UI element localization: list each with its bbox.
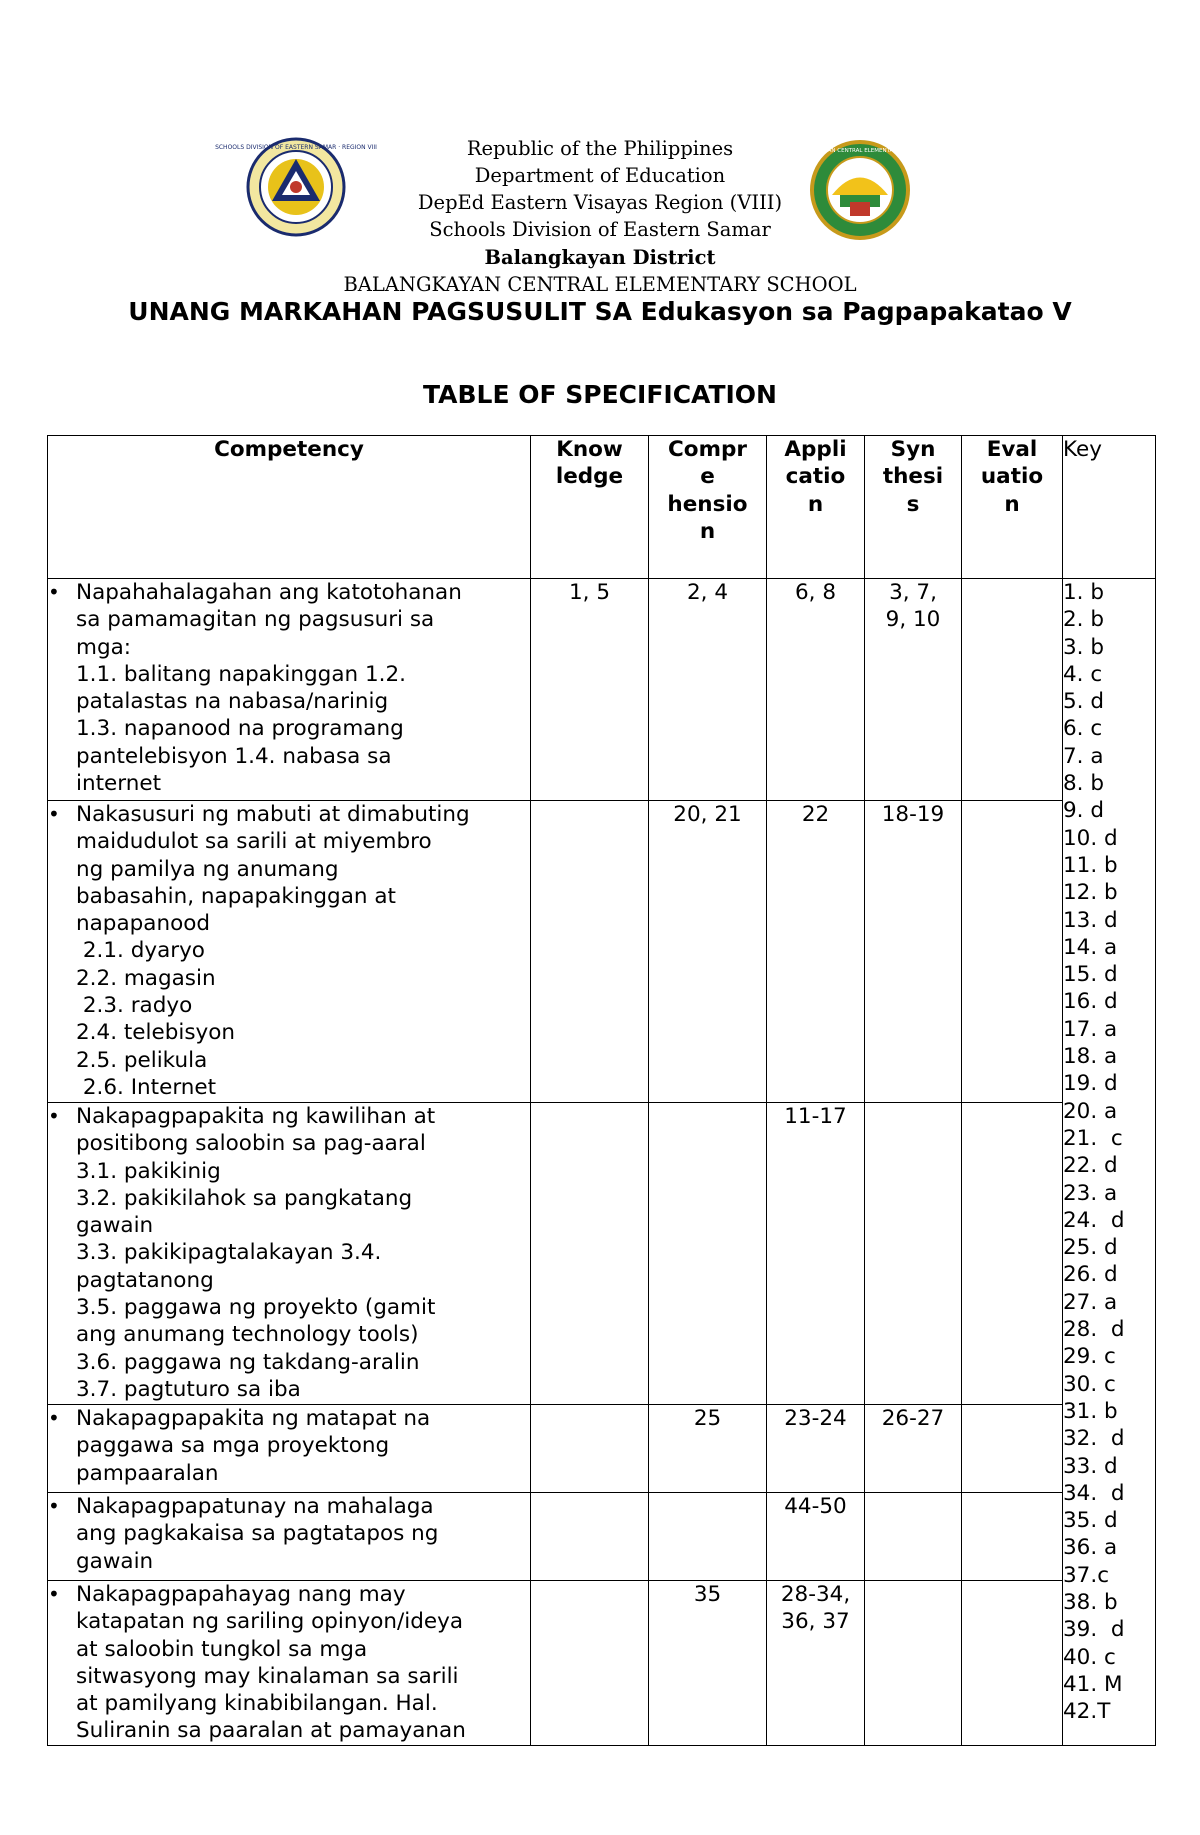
answer-key-item: 4. c bbox=[1063, 661, 1103, 687]
competency-line bbox=[48, 1321, 530, 1348]
competency-line bbox=[48, 1267, 530, 1294]
evaluation-cell bbox=[962, 1493, 1063, 1581]
table-row bbox=[48, 1405, 1156, 1493]
competency-line bbox=[48, 1663, 530, 1690]
evaluation-cell bbox=[962, 1581, 1063, 1746]
tos-title: TABLE OF SPECIFICATION bbox=[423, 380, 777, 409]
answer-key-item: 35. d bbox=[1063, 1508, 1118, 1534]
competency-line bbox=[48, 1581, 530, 1608]
competency-text: Nakapagpapakita ng kawilihan at bbox=[76, 1104, 436, 1129]
competency-line bbox=[48, 743, 530, 770]
competency-text: internet bbox=[76, 771, 162, 797]
competency-text: ang pagkakaisa sa pagtatapos ng bbox=[76, 1521, 439, 1547]
bullet-icon bbox=[48, 1074, 76, 1101]
answer-key-item: 29. c bbox=[1063, 1344, 1116, 1370]
header-knowledge bbox=[531, 436, 649, 579]
competency-cell bbox=[48, 1405, 531, 1493]
competency-text: sitwasyong may kinalaman sa sarili bbox=[76, 1663, 459, 1689]
header-district: Balangkayan District bbox=[484, 246, 716, 269]
school-seal-text: BALANGKAYAN CENTRAL ELEMENTARY SCHOOL bbox=[794, 148, 926, 154]
header-department: Department of Education bbox=[474, 164, 726, 187]
header-comprehension-4: n bbox=[699, 518, 716, 544]
table-row bbox=[48, 1103, 1156, 1405]
synthesis-cell bbox=[865, 1103, 962, 1405]
answer-key-item: 25. d bbox=[1063, 1235, 1118, 1261]
answer-key-item: 34. d bbox=[1063, 1480, 1125, 1506]
answer-key-item: 8. b bbox=[1063, 771, 1104, 797]
application-value: 22 bbox=[801, 802, 830, 827]
competency-line bbox=[48, 1294, 530, 1321]
competency-line bbox=[48, 1019, 530, 1046]
competency-line bbox=[48, 634, 530, 661]
comprehension-value: 35 bbox=[693, 1582, 722, 1607]
bullet-icon bbox=[48, 1520, 76, 1547]
bullet-icon bbox=[48, 770, 76, 797]
header-evaluation-1: Eval bbox=[986, 437, 1038, 462]
competency-text: 2.3. radyo bbox=[76, 993, 193, 1019]
competency-line bbox=[48, 1636, 530, 1663]
answer-key-item: 13. d bbox=[1063, 907, 1118, 933]
synthesis-cell bbox=[865, 1405, 962, 1493]
answer-key-item: 28. d bbox=[1063, 1317, 1125, 1343]
bullet-icon bbox=[48, 1717, 76, 1744]
bullet-icon bbox=[48, 1636, 76, 1663]
bullet-icon bbox=[48, 1376, 76, 1403]
header-knowledge-1: Know bbox=[556, 437, 623, 462]
competency-text: paggawa sa mga proyektong bbox=[76, 1433, 390, 1459]
answer-key-item: 15. d bbox=[1063, 962, 1118, 988]
competency-cell bbox=[48, 1493, 531, 1581]
evaluation-cell bbox=[962, 579, 1063, 801]
answer-key-item: 27. a bbox=[1063, 1289, 1118, 1315]
competency-text: 2.1. dyaryo bbox=[76, 938, 205, 964]
bullet-icon bbox=[48, 1663, 76, 1690]
competency-text: at pamilyang kinabibilangan. Hal. bbox=[76, 1691, 438, 1717]
answer-key-item: 9. d bbox=[1063, 798, 1104, 824]
header-key: Key bbox=[1063, 436, 1156, 579]
answer-key-item: 39. d bbox=[1063, 1617, 1125, 1643]
competency-cell bbox=[48, 579, 531, 801]
competency-line bbox=[48, 883, 530, 910]
header-division: Schools Division of Eastern Samar bbox=[429, 218, 771, 241]
competency-line bbox=[48, 1212, 530, 1239]
competency-line bbox=[48, 1460, 530, 1487]
competency-line bbox=[48, 801, 530, 828]
knowledge-cell bbox=[531, 1103, 649, 1405]
header-synthesis-2: thesi bbox=[882, 464, 944, 490]
competency-text: 2.2. magasin bbox=[76, 965, 216, 991]
seal-text: SCHOOLS DIVISION OF EASTERN SAMAR · REGION VIII bbox=[215, 144, 377, 151]
competency-line bbox=[48, 579, 530, 606]
knowledge-cell bbox=[531, 1493, 649, 1581]
comprehension-cell bbox=[649, 1103, 767, 1405]
competency-line bbox=[48, 828, 530, 855]
competency-line bbox=[48, 661, 530, 688]
bullet-icon bbox=[48, 1047, 76, 1074]
bullet-icon bbox=[48, 1130, 76, 1157]
application-value: 28-34, bbox=[780, 1582, 851, 1607]
competency-text: 3.3. pakikipagtalakayan 3.4. bbox=[76, 1240, 382, 1266]
document-header bbox=[0, 0, 1200, 310]
knowledge-cell bbox=[531, 579, 649, 801]
bullet-icon: • bbox=[48, 1406, 60, 1430]
competency-text: 3.1. pakikinig bbox=[76, 1158, 221, 1184]
header-application bbox=[767, 436, 865, 579]
bullet-icon bbox=[48, 743, 76, 770]
answer-key-item: 14. a bbox=[1063, 934, 1118, 960]
evaluation-cell bbox=[962, 1103, 1063, 1405]
answer-key-item: 26. d bbox=[1063, 1262, 1118, 1288]
competency-line bbox=[48, 715, 530, 742]
header-comprehension-2: e bbox=[700, 464, 715, 490]
bullet-icon bbox=[48, 1690, 76, 1717]
header-comprehension-3: hensio bbox=[667, 491, 748, 517]
application-cell bbox=[767, 1405, 865, 1493]
answer-key-item: 24. d bbox=[1063, 1207, 1125, 1233]
answer-key-item: 37.c bbox=[1063, 1562, 1110, 1588]
bullet-icon bbox=[48, 634, 76, 661]
table-row bbox=[48, 1581, 1156, 1746]
knowledge-cell bbox=[531, 1581, 649, 1746]
application-value: 44-50 bbox=[784, 1494, 847, 1519]
header-evaluation-2: uatio bbox=[980, 464, 1044, 490]
competency-line bbox=[48, 1185, 530, 1212]
competency-text: 2.4. telebisyon bbox=[76, 1020, 236, 1046]
evaluation-cell bbox=[962, 1405, 1063, 1493]
bullet-icon bbox=[48, 910, 76, 937]
competency-line bbox=[48, 606, 530, 633]
competency-cell bbox=[48, 801, 531, 1103]
application-value: 11-17 bbox=[784, 1104, 847, 1129]
answer-key-item: 17. a bbox=[1063, 1016, 1118, 1042]
competency-line bbox=[48, 1047, 530, 1074]
knowledge-cell bbox=[531, 1405, 649, 1493]
competency-line bbox=[48, 1405, 530, 1432]
application-value: 6, 8 bbox=[794, 580, 837, 605]
header-school: BALANGKAYAN CENTRAL ELEMENTARY SCHOOL bbox=[343, 273, 857, 296]
comprehension-cell bbox=[649, 801, 767, 1103]
answer-key-item: 12. b bbox=[1063, 880, 1118, 906]
bullet-icon bbox=[48, 883, 76, 910]
comprehension-cell bbox=[649, 1581, 767, 1746]
application-cell bbox=[767, 1103, 865, 1405]
answer-key-item: 5. d bbox=[1063, 689, 1104, 715]
bullet-icon bbox=[48, 715, 76, 742]
header-synthesis-3: s bbox=[906, 491, 920, 517]
bullet-icon: • bbox=[48, 1582, 60, 1606]
competency-text: positibong saloobin sa pag-aaral bbox=[76, 1131, 426, 1157]
bullet-icon: • bbox=[48, 802, 60, 826]
synthesis-cell bbox=[865, 1493, 962, 1581]
exam-title: UNANG MARKAHAN PAGSUSULIT SA Edukasyon sa Pagpapakatao V bbox=[128, 297, 1072, 326]
knowledge-cell bbox=[531, 801, 649, 1103]
answer-key-item: 6. c bbox=[1063, 716, 1103, 742]
competency-line bbox=[48, 1376, 530, 1403]
answer-key-item: 41. M bbox=[1063, 1671, 1123, 1697]
answer-key-cell bbox=[1063, 579, 1156, 1746]
competency-line bbox=[48, 1239, 530, 1266]
comprehension-cell bbox=[649, 1405, 767, 1493]
answer-key-item: 16. d bbox=[1063, 989, 1118, 1015]
comprehension-cell bbox=[649, 1493, 767, 1581]
competency-text: gawain bbox=[76, 1213, 154, 1239]
application-value: 23-24 bbox=[784, 1406, 847, 1431]
competency-line bbox=[48, 1103, 530, 1130]
comprehension-value: 2, 4 bbox=[686, 580, 729, 605]
competency-cell bbox=[48, 1581, 531, 1746]
application-value: 36, 37 bbox=[781, 1609, 850, 1635]
competency-line bbox=[48, 1130, 530, 1157]
header-evaluation bbox=[962, 436, 1063, 579]
header-republic: Republic of the Philippines bbox=[466, 137, 734, 160]
table-row bbox=[48, 579, 1156, 801]
header-competency: Competency bbox=[48, 436, 531, 579]
bullet-icon bbox=[48, 1212, 76, 1239]
table-header-row bbox=[48, 436, 1156, 579]
competency-text: ng pamilya ng anumang bbox=[76, 856, 339, 882]
competency-text: pampaaralan bbox=[76, 1460, 219, 1486]
competency-text: napapanood bbox=[76, 911, 211, 937]
competency-text: 3.2. pakikilahok sa pangkatang bbox=[76, 1185, 413, 1211]
answer-key-item: 40. c bbox=[1063, 1644, 1116, 1670]
knowledge-value: 1, 5 bbox=[568, 580, 611, 605]
competency-line bbox=[48, 910, 530, 937]
competency-line bbox=[48, 856, 530, 883]
synthesis-value: 9, 10 bbox=[885, 607, 941, 633]
competency-text: 2.5. pelikula bbox=[76, 1047, 208, 1073]
answer-key-item: 23. a bbox=[1063, 1180, 1118, 1206]
competency-text: 1.1. balitang napakinggan 1.2. bbox=[76, 661, 406, 687]
competency-text: 3.6. paggawa ng takdang-aralin bbox=[76, 1349, 420, 1375]
competency-text: at saloobin tungkol sa mga bbox=[76, 1636, 368, 1662]
competency-text: 3.5. paggawa ng proyekto (gamit bbox=[76, 1295, 436, 1321]
answer-key-item: 42.T bbox=[1063, 1699, 1111, 1725]
bullet-icon bbox=[48, 1267, 76, 1294]
answer-key-item: 19. d bbox=[1063, 1071, 1118, 1097]
answer-key-item: 2. b bbox=[1063, 607, 1104, 633]
answer-key-item: 38. b bbox=[1063, 1589, 1118, 1615]
competency-text: gawain bbox=[76, 1548, 154, 1574]
bullet-icon bbox=[48, 1158, 76, 1185]
competency-text: 3.7. pagtuturo sa iba bbox=[76, 1376, 301, 1402]
competency-line bbox=[48, 688, 530, 715]
specification-table bbox=[47, 435, 1156, 1746]
competency-line bbox=[48, 1158, 530, 1185]
bullet-icon bbox=[48, 992, 76, 1019]
competency-line bbox=[48, 992, 530, 1019]
answer-key-item: 36. a bbox=[1063, 1535, 1118, 1561]
answer-key-item: 11. b bbox=[1063, 852, 1118, 878]
synthesis-cell bbox=[865, 1581, 962, 1746]
bullet-icon bbox=[48, 661, 76, 688]
bullet-icon bbox=[48, 1460, 76, 1487]
competency-line bbox=[48, 937, 530, 964]
competency-line bbox=[48, 1690, 530, 1717]
synthesis-cell bbox=[865, 579, 962, 801]
header-knowledge-2: ledge bbox=[555, 464, 624, 490]
competency-text: babasahin, napapakinggan at bbox=[76, 883, 396, 909]
bullet-icon bbox=[48, 856, 76, 883]
competency-text: Suliranin sa paaralan at pamayanan bbox=[76, 1718, 466, 1744]
competency-cell bbox=[48, 1103, 531, 1405]
application-cell bbox=[767, 801, 865, 1103]
header-evaluation-3: n bbox=[1004, 491, 1020, 517]
competency-line bbox=[48, 1349, 530, 1376]
answer-key-item: 18. a bbox=[1063, 1044, 1118, 1070]
bullet-icon: • bbox=[48, 1494, 60, 1518]
competency-text: ang anumang technology tools) bbox=[76, 1322, 419, 1348]
bullet-icon bbox=[48, 937, 76, 964]
competency-line bbox=[48, 1520, 530, 1547]
application-cell bbox=[767, 579, 865, 801]
answer-key-item: 7. a bbox=[1063, 743, 1104, 769]
bullet-icon bbox=[48, 1239, 76, 1266]
synthesis-value: 18-19 bbox=[881, 802, 945, 827]
competency-text: Nakapagpapahayag nang may bbox=[76, 1582, 406, 1607]
bullet-icon bbox=[48, 828, 76, 855]
header-synthesis bbox=[865, 436, 962, 579]
synthesis-value: 26-27 bbox=[881, 1406, 945, 1431]
bullet-icon bbox=[48, 965, 76, 992]
competency-text: Nakasusuri ng mabuti at dimabuting bbox=[76, 802, 470, 827]
header-comprehension bbox=[649, 436, 767, 579]
answer-key-item: 3. b bbox=[1063, 634, 1104, 660]
competency-line bbox=[48, 1717, 530, 1744]
answer-key-item: 1. b bbox=[1063, 580, 1104, 605]
comprehension-cell bbox=[649, 579, 767, 801]
competency-line bbox=[48, 1608, 530, 1635]
comprehension-value: 25 bbox=[693, 1406, 722, 1431]
bullet-icon bbox=[48, 1185, 76, 1212]
bullet-icon bbox=[48, 606, 76, 633]
application-cell bbox=[767, 1581, 865, 1746]
bullet-icon bbox=[48, 1349, 76, 1376]
bullet-icon bbox=[48, 1019, 76, 1046]
header-application-1: Appli bbox=[784, 437, 847, 462]
competency-text: Napahahalagahan ang katotohanan bbox=[76, 580, 462, 605]
header-region: DepEd Eastern Visayas Region (VIII) bbox=[417, 191, 783, 214]
competency-text: Nakapagpapatunay na mahalaga bbox=[76, 1494, 434, 1519]
bullet-icon bbox=[48, 1321, 76, 1348]
competency-line bbox=[48, 1493, 530, 1520]
header-comprehension-1: Compr bbox=[668, 437, 747, 462]
competency-text: mga: bbox=[76, 634, 132, 660]
competency-text: 1.3. napanood na programang bbox=[76, 716, 404, 742]
bullet-icon bbox=[48, 1608, 76, 1635]
answer-key-item: 20. a bbox=[1063, 1098, 1118, 1124]
header-application-3: n bbox=[807, 491, 824, 517]
comprehension-value: 20, 21 bbox=[673, 802, 742, 827]
competency-text: 2.6. Internet bbox=[76, 1074, 217, 1100]
synthesis-value: 3, 7, bbox=[889, 580, 937, 605]
answer-key-item: 10. d bbox=[1063, 825, 1118, 851]
competency-text: sa pamamagitan ng pagsusuri sa bbox=[76, 607, 435, 633]
bullet-icon bbox=[48, 1432, 76, 1459]
bullet-icon: • bbox=[48, 1104, 60, 1128]
answer-key-item: 30. c bbox=[1063, 1371, 1116, 1397]
competency-line bbox=[48, 965, 530, 992]
competency-line bbox=[48, 1074, 530, 1101]
answer-key-item: 21. c bbox=[1063, 1125, 1123, 1151]
synthesis-cell bbox=[865, 801, 962, 1103]
bullet-icon bbox=[48, 1548, 76, 1575]
competency-text: maidudulot sa sarili at miyembro bbox=[76, 829, 432, 855]
answer-key-item: 32. d bbox=[1063, 1426, 1125, 1452]
answer-key-item: 22. d bbox=[1063, 1153, 1118, 1179]
evaluation-cell bbox=[962, 801, 1063, 1103]
competency-text: patalastas na nabasa/narinig bbox=[76, 689, 389, 715]
bullet-icon bbox=[48, 688, 76, 715]
table-row bbox=[48, 801, 1156, 1103]
header-synthesis-1: Syn bbox=[890, 437, 936, 462]
answer-key-item: 33. d bbox=[1063, 1453, 1118, 1479]
competency-text: Nakapagpapakita ng matapat na bbox=[76, 1406, 431, 1431]
bullet-icon bbox=[48, 1294, 76, 1321]
competency-text: pagtatanong bbox=[76, 1267, 214, 1293]
bullet-icon: • bbox=[48, 580, 60, 604]
competency-line bbox=[48, 770, 530, 797]
competency-line bbox=[48, 1432, 530, 1459]
competency-line bbox=[48, 1548, 530, 1575]
answer-key-item: 31. b bbox=[1063, 1398, 1118, 1424]
header-application-2: catio bbox=[785, 464, 846, 490]
application-cell bbox=[767, 1493, 865, 1581]
table-row bbox=[48, 1493, 1156, 1581]
competency-text: katapatan ng sariling opinyon/ideya bbox=[76, 1609, 463, 1635]
competency-text: pantelebisyon 1.4. nabasa sa bbox=[76, 743, 392, 769]
